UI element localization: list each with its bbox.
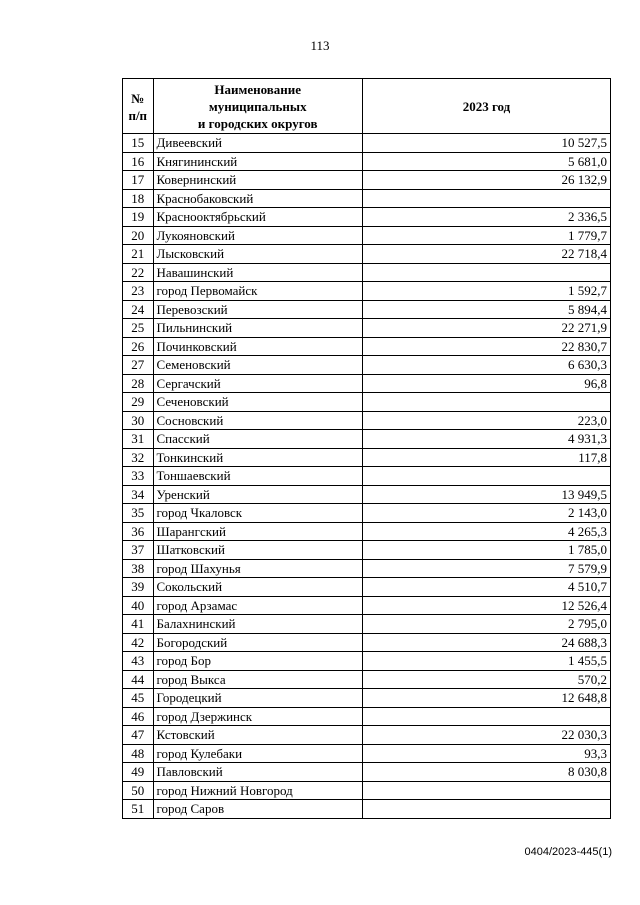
row-number-cell: 37 [123, 541, 154, 560]
value-2023-cell: 22 830,7 [362, 337, 610, 356]
table-row [123, 541, 611, 560]
value-2023-cell: 10 527,5 [362, 134, 610, 153]
value-2023-cell: 12 648,8 [362, 689, 610, 708]
table-row [123, 226, 611, 245]
value-2023-cell [362, 393, 610, 412]
header-name-label: Наименование муниципальных и городских округов [197, 82, 318, 131]
table-row [123, 134, 611, 153]
value-2023-cell: 1 455,5 [362, 652, 610, 671]
row-number-cell: 44 [123, 670, 154, 689]
row-number-cell: 42 [123, 633, 154, 652]
table-row [123, 411, 611, 430]
row-number-cell: 25 [123, 319, 154, 338]
value-2023-cell [362, 189, 610, 208]
table-row [123, 263, 611, 282]
row-number-cell: 39 [123, 578, 154, 597]
row-number-cell: 40 [123, 596, 154, 615]
district-name-cell: Тонкинский [153, 448, 362, 467]
table-row [123, 633, 611, 652]
district-name-cell: Краснооктябрьский [153, 208, 362, 227]
row-number-cell: 45 [123, 689, 154, 708]
value-2023-cell: 12 526,4 [362, 596, 610, 615]
table-row [123, 596, 611, 615]
district-name-cell: город Дзержинск [153, 707, 362, 726]
value-2023-cell: 4 265,3 [362, 522, 610, 541]
page-number: 113 [310, 38, 330, 53]
district-name-cell: Шатковский [153, 541, 362, 560]
value-2023-cell: 2 143,0 [362, 504, 610, 523]
row-number-cell: 35 [123, 504, 154, 523]
row-number-cell: 33 [123, 467, 154, 486]
row-number-cell: 16 [123, 152, 154, 171]
value-2023-cell: 5 681,0 [362, 152, 610, 171]
district-name-cell: Княгининский [153, 152, 362, 171]
table-row [123, 189, 611, 208]
district-name-cell: Сосновский [153, 411, 362, 430]
row-number-cell: 46 [123, 707, 154, 726]
value-2023-cell: 93,3 [362, 744, 610, 763]
table-row [123, 337, 611, 356]
table-row [123, 374, 611, 393]
row-number-cell: 18 [123, 189, 154, 208]
row-number-cell: 15 [123, 134, 154, 153]
table-row [123, 504, 611, 523]
row-number-cell: 31 [123, 430, 154, 449]
table-row [123, 245, 611, 264]
table-row [123, 319, 611, 338]
data-table [122, 78, 611, 819]
value-2023-cell: 7 579,9 [362, 559, 610, 578]
table-row [123, 559, 611, 578]
row-number-cell: 19 [123, 208, 154, 227]
table-row [123, 485, 611, 504]
value-2023-cell: 4 931,3 [362, 430, 610, 449]
value-2023-cell: 1 779,7 [362, 226, 610, 245]
district-name-cell: город Чкаловск [153, 504, 362, 523]
value-2023-cell: 2 795,0 [362, 615, 610, 634]
district-name-cell: Лукояновский [153, 226, 362, 245]
value-2023-cell: 6 630,3 [362, 356, 610, 375]
district-name-cell: Шарангский [153, 522, 362, 541]
district-name-cell: Сергачский [153, 374, 362, 393]
value-2023-cell [362, 263, 610, 282]
value-2023-cell: 24 688,3 [362, 633, 610, 652]
district-name-cell: Починковский [153, 337, 362, 356]
district-name-cell: Тоншаевский [153, 467, 362, 486]
district-name-cell: город Саров [153, 800, 362, 819]
row-number-cell: 36 [123, 522, 154, 541]
district-name-cell: город Нижний Новгород [153, 781, 362, 800]
district-name-cell: Семеновский [153, 356, 362, 375]
value-2023-cell: 117,8 [362, 448, 610, 467]
row-number-cell: 23 [123, 282, 154, 301]
row-number-cell: 38 [123, 559, 154, 578]
value-2023-cell: 570,2 [362, 670, 610, 689]
table-row [123, 800, 611, 819]
district-name-cell: Пильнинский [153, 319, 362, 338]
row-number-cell: 48 [123, 744, 154, 763]
table-row [123, 707, 611, 726]
table-body [123, 134, 611, 819]
table-row [123, 781, 611, 800]
district-name-cell: город Арзамас [153, 596, 362, 615]
row-number-cell: 22 [123, 263, 154, 282]
header-year [362, 79, 610, 134]
row-number-cell: 29 [123, 393, 154, 412]
value-2023-cell: 26 132,9 [362, 171, 610, 190]
table-row [123, 726, 611, 745]
district-name-cell: Павловский [153, 763, 362, 782]
value-2023-cell: 13 949,5 [362, 485, 610, 504]
table-row [123, 652, 611, 671]
value-2023-cell [362, 467, 610, 486]
district-name-cell: Ковернинский [153, 171, 362, 190]
district-name-cell: Краснобаковский [153, 189, 362, 208]
row-number-cell: 47 [123, 726, 154, 745]
value-2023-cell: 5 894,4 [362, 300, 610, 319]
district-name-cell: Сеченовский [153, 393, 362, 412]
value-2023-cell: 22 271,9 [362, 319, 610, 338]
document-id: 0404/2023-445(1) [524, 846, 612, 858]
district-name-cell: Перевозский [153, 300, 362, 319]
district-name-cell: Лысковский [153, 245, 362, 264]
table-row [123, 763, 611, 782]
row-number-cell: 21 [123, 245, 154, 264]
district-name-cell: Городецкий [153, 689, 362, 708]
row-number-cell: 34 [123, 485, 154, 504]
table-row [123, 152, 611, 171]
district-name-cell: Балахнинский [153, 615, 362, 634]
row-number-cell: 41 [123, 615, 154, 634]
table-row [123, 689, 611, 708]
row-number-cell: 24 [123, 300, 154, 319]
row-number-cell: 17 [123, 171, 154, 190]
district-name-cell: город Кулебаки [153, 744, 362, 763]
value-2023-cell: 22 030,3 [362, 726, 610, 745]
table-row [123, 670, 611, 689]
value-2023-cell [362, 707, 610, 726]
row-number-cell: 20 [123, 226, 154, 245]
table-row [123, 282, 611, 301]
value-2023-cell: 22 718,4 [362, 245, 610, 264]
table-row [123, 300, 611, 319]
header-number [123, 79, 154, 134]
table-row [123, 744, 611, 763]
table-row [123, 615, 611, 634]
value-2023-cell: 1 785,0 [362, 541, 610, 560]
district-name-cell: город Выкса [153, 670, 362, 689]
table-row [123, 448, 611, 467]
table-row [123, 430, 611, 449]
table-row [123, 171, 611, 190]
row-number-cell: 50 [123, 781, 154, 800]
district-name-cell: Уренский [153, 485, 362, 504]
district-name-cell: Навашинский [153, 263, 362, 282]
value-2023-cell: 8 030,8 [362, 763, 610, 782]
row-number-cell: 27 [123, 356, 154, 375]
district-name-cell: Кстовский [153, 726, 362, 745]
value-2023-cell: 2 336,5 [362, 208, 610, 227]
table-header-row [123, 79, 611, 134]
row-number-cell: 43 [123, 652, 154, 671]
district-name-cell: Сокольский [153, 578, 362, 597]
row-number-cell: 49 [123, 763, 154, 782]
district-name-cell: город Первомайск [153, 282, 362, 301]
district-name-cell: Богородский [153, 633, 362, 652]
district-name-cell: город Бор [153, 652, 362, 671]
value-2023-cell: 223,0 [362, 411, 610, 430]
header-number-label: № п/п [128, 90, 148, 123]
table-row [123, 578, 611, 597]
row-number-cell: 26 [123, 337, 154, 356]
header-name [153, 79, 362, 134]
value-2023-cell: 1 592,7 [362, 282, 610, 301]
district-name-cell: Спасский [153, 430, 362, 449]
table-row [123, 356, 611, 375]
table-row [123, 522, 611, 541]
table-row [123, 393, 611, 412]
value-2023-cell [362, 800, 610, 819]
value-2023-cell [362, 781, 610, 800]
value-2023-cell: 96,8 [362, 374, 610, 393]
district-name-cell: Дивеевский [153, 134, 362, 153]
table-row [123, 208, 611, 227]
district-name-cell: город Шахунья [153, 559, 362, 578]
row-number-cell: 32 [123, 448, 154, 467]
row-number-cell: 28 [123, 374, 154, 393]
header-year-label: 2023 год [462, 99, 511, 114]
row-number-cell: 30 [123, 411, 154, 430]
value-2023-cell: 4 510,7 [362, 578, 610, 597]
row-number-cell: 51 [123, 800, 154, 819]
table-row [123, 467, 611, 486]
